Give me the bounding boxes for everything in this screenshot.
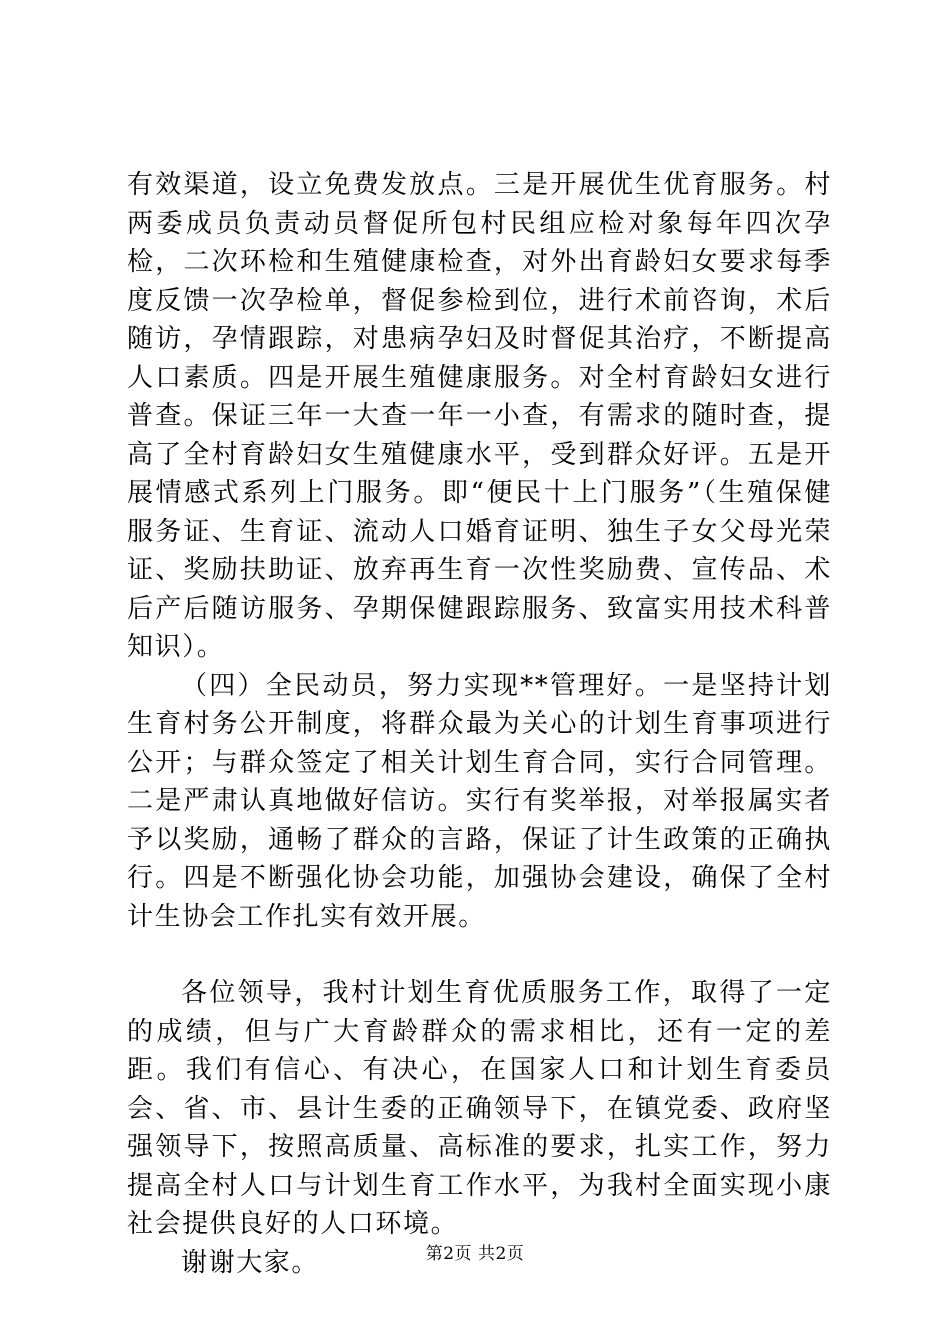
paragraph-mobilization: （四）全民动员，努力实现**管理好。一是坚持计划生育村务公开制度，将群众最为关心的计划生育事项进行公开；与群众签定了相关计划生育合同，实行合同管理。二是严肃认真地做好信访。实行有奖举报，对举报属实者予以奖励，通畅了群众的言路，保证了计生政策的正确执行。四是不断强化协会功能，加强协会建设，确保了全村计生协会工作扎实有效开展。	[127, 670, 832, 932]
paragraph-services-continued: 有效渠道，设立免费发放点。三是开展优生优育服务。村两委成员负责动员督促所包村民组应检对象每年四次孕检，二次环检和生殖健康检查，对外出育龄妇女要求每季度反馈一次孕检单，督促参检到位，进行术前咨询，术后随访，孕情跟踪，对患病孕妇及时督促其治疗，不断提高人口素质。四是开展生殖健康服务。对全村育龄妇女进行普查。保证三年一大查一年一小查，有需求的随时查，提高了全村育龄妇女生殖健康水平，受到群众好评。五是开展情感式系列上门服务。即“便民十上门服务”（生殖保健服务证、生育证、流动人口婚育证明、独生子女父母光荣证、奖励扶助证、放弃再生育一次性奖励费、宣传品、术后产后随访服务、孕期保健跟踪服务、致富实用技术科普知识）。	[127, 170, 832, 662]
page-number-footer: 第2页 共2页	[425, 1244, 525, 1264]
document-body	[127, 166, 832, 1282]
paragraph-conclusion: 各位领导，我村计划生育优质服务工作，取得了一定的成绩，但与广大育龄群众的需求相比，还有一定的差距。我们有信心、有决心，在国家人口和计划生育委员会、省、市、县计生委的正确领导下，在镇党委、政府坚强领导下，按照高质量、高标准的要求，扎实工作，努力提高全村人口与计划生育工作水平，为我村全面实现小康社会提供良好的人口环境。	[127, 978, 832, 1239]
paragraph-thanks: 谢谢大家。	[181, 1247, 320, 1278]
